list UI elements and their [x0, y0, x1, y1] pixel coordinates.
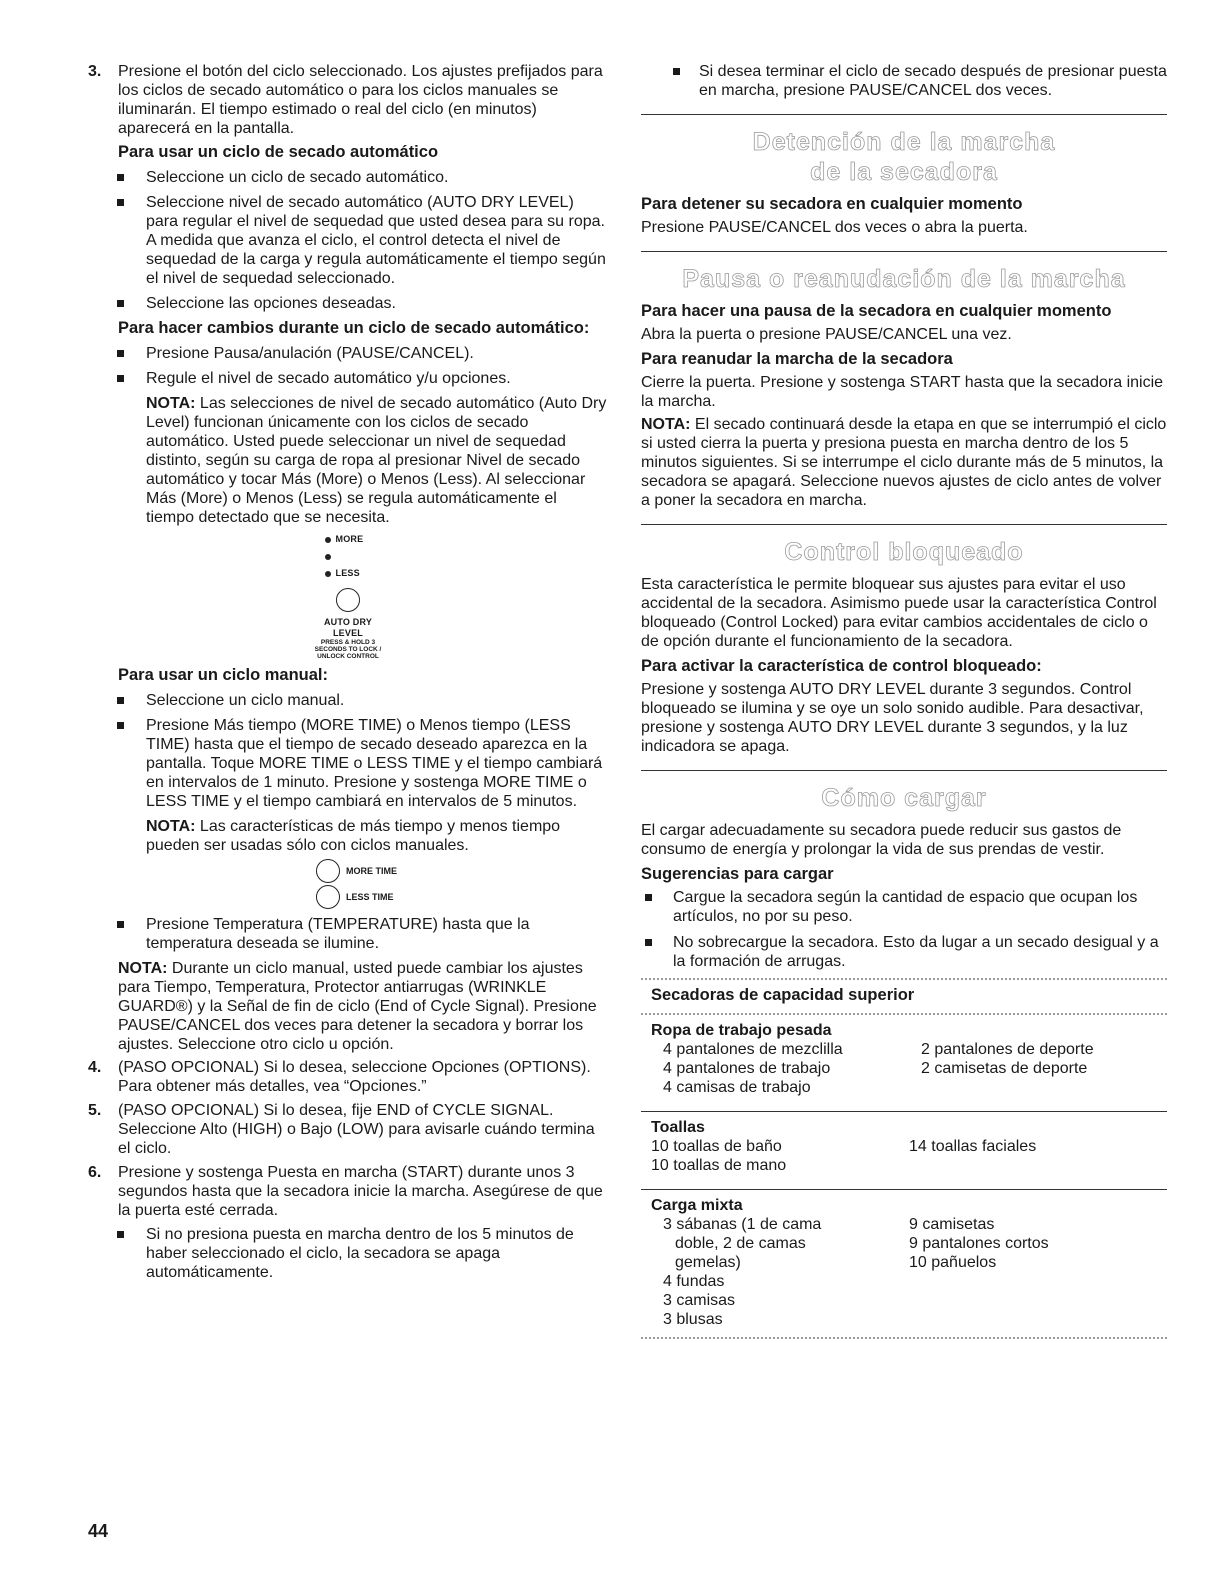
load-group-towels	[641, 1112, 1167, 1183]
right-column	[641, 62, 1167, 1339]
press-hold-label: PRESS & HOLD 3	[320, 639, 376, 646]
auto-dry-control-panel	[88, 531, 608, 660]
lock-heading: Para activar la característica de control bloqueado:	[641, 657, 1042, 675]
section-divider	[641, 251, 1167, 252]
lock-instructions: Presione y sostenga AUTO DRY LEVEL durante 3 segundos. Control bloqueado se ilumina y se oye un solo sonido audible. Para desactivar, presione y sostenga AUTO DRY LEVEL durante 3 segundos, y la luz indicadora se apaga.	[641, 681, 1144, 755]
group-title: Toallas	[651, 1119, 705, 1136]
less-time-button[interactable]	[316, 885, 340, 909]
resume-heading: Para reanudar la marcha de la secadora	[641, 350, 953, 368]
list-item: 4 camisas de trabajo	[663, 1079, 811, 1096]
capacity-title: Secadoras de capacidad superior	[651, 986, 915, 1004]
auto-dry-label: AUTO DRY	[323, 617, 373, 627]
note-manual	[88, 959, 608, 1054]
list-item: Seleccione un ciclo de secado automático.	[88, 168, 608, 187]
list-item: 3 camisas	[663, 1292, 736, 1309]
list-item: 4 pantalones de mezclilla	[663, 1041, 843, 1058]
less-time-label: LESS TIME	[346, 891, 394, 902]
group-title: Carga mixta	[651, 1197, 743, 1214]
list-item: doble, 2 de camas	[675, 1235, 806, 1252]
step-6	[88, 1163, 608, 1220]
list-item: Regule el nivel de secado automático y/u opciones.	[88, 369, 608, 388]
more-indicator	[88, 531, 608, 548]
more-time-label: MORE TIME	[346, 865, 397, 876]
list-item: 2 pantalones de deporte	[921, 1041, 1094, 1058]
list-item: Seleccione un ciclo manual.	[88, 691, 608, 710]
step-number: 5.	[88, 1102, 102, 1119]
changes-heading: Para hacer cambios durante un ciclo de secado automático:	[118, 319, 590, 337]
page-number: 44	[88, 1521, 109, 1541]
list-item: gemelas)	[675, 1254, 741, 1271]
stop-heading: Para detener su secadora en cualquier momento	[641, 195, 1023, 213]
step-text: Presione y sostenga Puesta en marcha (START) durante unos 3 segundos hasta que la secadora inicie la marcha. Asegúrese de que la puerta esté cerrada.	[118, 1164, 603, 1219]
list-item: 3 blusas	[663, 1311, 723, 1328]
left-column	[88, 62, 608, 1288]
pause-text: Abra la puerta o presione PAUSE/CANCEL una vez.	[641, 326, 1012, 343]
seconds-lock-label: SECONDS TO LOCK /	[314, 646, 382, 653]
less-label: LESS	[335, 568, 360, 578]
section-divider	[641, 114, 1167, 115]
note-label: NOTA:	[146, 395, 196, 412]
list-item: Presione Más tiempo (MORE TIME) o Menos tiempo (LESS TIME) hasta que el tiempo de secado deseado aparezca en la pantalla. Toque MORE TIME o LESS TIME y el tiempo cambiará en intervalos de 1 minuto. Presione y sostenga MORE TIME o LESS TIME y el tiempo cambiará en intervalos de 5 minutos.	[88, 716, 608, 811]
step-5	[88, 1101, 608, 1158]
note-text: Durante un ciclo manual, usted puede cambiar los ajustes para Tiempo, Temperatura, Protector antiarrugas (WRINKLE GUARD®) y la Señal de fin de ciclo (End of Cycle Signal). Presione PAUSE/CANCEL dos veces para detener la secadora y borrar los ajustes. Seleccione otro ciclo u opción.	[118, 960, 597, 1053]
load-group-work	[641, 1015, 1167, 1105]
list-item: 4 fundas	[663, 1273, 725, 1290]
note-label: NOTA:	[146, 818, 196, 835]
stop-text: Presione PAUSE/CANCEL dos veces o abra la puerta.	[641, 219, 1028, 236]
section-divider	[641, 524, 1167, 525]
list-item: No sobrecargue la secadora. Esto da lugar a un secado desigual y a la formación de arrugas.	[641, 933, 1167, 971]
note-text: El secado continuará desde la etapa en que se interrumpió el ciclo si usted cierra la puerta y presiona puesta en marcha dentro de los 5 minutos siguientes. Si se interrumpe el ciclo durante más de 5 minutos, la secadora se apagará. Seleccione nuevos ajustes de ciclo antes de volver a poner la secadora en marcha.	[641, 416, 1167, 509]
title-line: Detención de la marcha	[752, 128, 1056, 156]
indicator-dot-icon	[325, 571, 331, 577]
lock-text: Esta característica le permite bloquear sus ajustes para evitar el uso accidental de la secadora. Asimismo puede usar la característica Control bloqueado (Control Locked) para evitar cambios accidentales de ciclo o de opción durante el funcionamiento de la secadora.	[641, 576, 1157, 650]
section-title-pause: Pausa o reanudación de la marcha	[682, 265, 1126, 293]
indicator-dot-icon	[325, 554, 331, 560]
note-label: NOTA:	[118, 960, 168, 977]
group-title: Ropa de trabajo pesada	[651, 1022, 832, 1039]
list-item: 3 sábanas (1 de cama	[663, 1216, 822, 1233]
list-item: 2 camisetas de deporte	[921, 1060, 1088, 1077]
level-label: LEVEL	[332, 628, 363, 638]
list-item: Presione Pausa/anulación (PAUSE/CANCEL).	[88, 344, 608, 363]
indicator-dot-icon	[325, 537, 331, 543]
less-indicator	[88, 565, 608, 582]
list-item: 10 toallas de baño	[651, 1138, 782, 1155]
more-label: MORE	[335, 534, 364, 544]
resume-text: Cierre la puerta. Presione y sostenga START hasta que la secadora inicie la marcha.	[641, 374, 1164, 410]
section-title-stop	[641, 127, 1167, 187]
title-line: de la secadora	[810, 158, 998, 186]
step-text: Presione el botón del ciclo seleccionado. Los ajustes prefijados para los ciclos de secado automático o para los ciclos manuales se iluminarán. El tiempo estimado o real del ciclo (en minutos) aparecerá en la pantalla.	[118, 63, 603, 137]
list-item: 9 camisetas	[909, 1216, 995, 1233]
note-auto-dry	[88, 394, 608, 527]
step-number: 3.	[88, 63, 102, 80]
list-item: Cargue la secadora según la cantidad de espacio que ocupan los artículos, no por su peso.	[641, 888, 1167, 926]
pause-heading: Para hacer una pausa de la secadora en cualquier momento	[641, 302, 1112, 320]
list-item: 10 pañuelos	[909, 1254, 997, 1271]
auto-dry-level-button[interactable]	[336, 588, 360, 612]
step-text: (PASO OPCIONAL) Si lo desea, fije END of CYCLE SIGNAL. Seleccione Alto (HIGH) o Bajo (LOW) para avisarle cuándo termina el ciclo.	[118, 1102, 595, 1157]
list-item: Seleccione nivel de secado automático (AUTO DRY LEVEL) para regular el nivel de sequedad que usted desea para su ropa. A medida que avanza el ciclo, el control detecta el nivel de sequedad de la carga y regula automáticamente el tiempo según el nivel de sequedad seleccionado.	[88, 193, 608, 288]
load-group-mixed	[641, 1190, 1167, 1337]
list-item: 10 toallas de mano	[651, 1157, 787, 1174]
manual-cycle-heading: Para usar un ciclo manual:	[118, 666, 328, 684]
step-number: 6.	[88, 1164, 102, 1181]
section-title-lock: Control bloqueado	[784, 538, 1024, 566]
step-4	[88, 1058, 608, 1096]
list-item: Si no presiona puesta en marcha dentro de los 5 minutos de haber seleccionado el ciclo, la secadora se apaga automáticamente.	[88, 1225, 608, 1282]
list-item: Si desea terminar el ciclo de secado después de presionar puesta en marcha, presione PAUSE/CANCEL dos veces.	[641, 62, 1167, 100]
list-item: 4 pantalones de trabajo	[663, 1060, 831, 1077]
unlock-label: UNLOCK CONTROL	[317, 653, 379, 660]
more-time-button[interactable]	[316, 859, 340, 883]
resume-note	[641, 415, 1167, 510]
note-text: Las selecciones de nivel de secado automático (Auto Dry Level) funcionan únicamente con los ciclos de secado automático. Usted puede seleccionar un nivel de sequedad distinto, según su carga de ropa al presionar Nivel de secado automático y tocar Más (More) o Menos (Less). Al seleccionar Más (More) o Menos (Less) se regula automáticamente el tiempo detectado que se necesita.	[146, 395, 607, 526]
list-item: 9 pantalones cortos	[909, 1235, 1049, 1252]
step-text: (PASO OPCIONAL) Si lo desea, seleccione Opciones (OPTIONS). Para obtener más detalles, vea “Opciones.”	[118, 1059, 591, 1095]
list-item: Presione Temperatura (TEMPERATURE) hasta que la temperatura deseada se ilumine.	[88, 915, 608, 953]
load-text: El cargar adecuadamente su secadora puede reducir sus gastos de consumo de energía y prolongar la vida de sus prendas de vestir.	[641, 822, 1122, 858]
note-text: Las características de más tiempo y menos tiempo pueden ser usadas sólo con ciclos manuales.	[146, 818, 561, 854]
note-label: NOTA:	[641, 416, 691, 433]
mid-indicator	[88, 548, 608, 565]
auto-cycle-heading: Para usar un ciclo de secado automático	[118, 143, 439, 161]
note-time	[88, 817, 608, 855]
step-3	[88, 62, 608, 138]
dotted-divider	[641, 1337, 1167, 1339]
step-number: 4.	[88, 1059, 102, 1076]
list-item: 14 toallas faciales	[909, 1138, 1037, 1155]
list-item: Seleccione las opciones deseadas.	[88, 294, 608, 313]
tips-heading: Sugerencias para cargar	[641, 865, 834, 883]
section-divider	[641, 770, 1167, 771]
section-title-load: Cómo cargar	[821, 784, 987, 812]
time-control-panel	[88, 859, 608, 909]
